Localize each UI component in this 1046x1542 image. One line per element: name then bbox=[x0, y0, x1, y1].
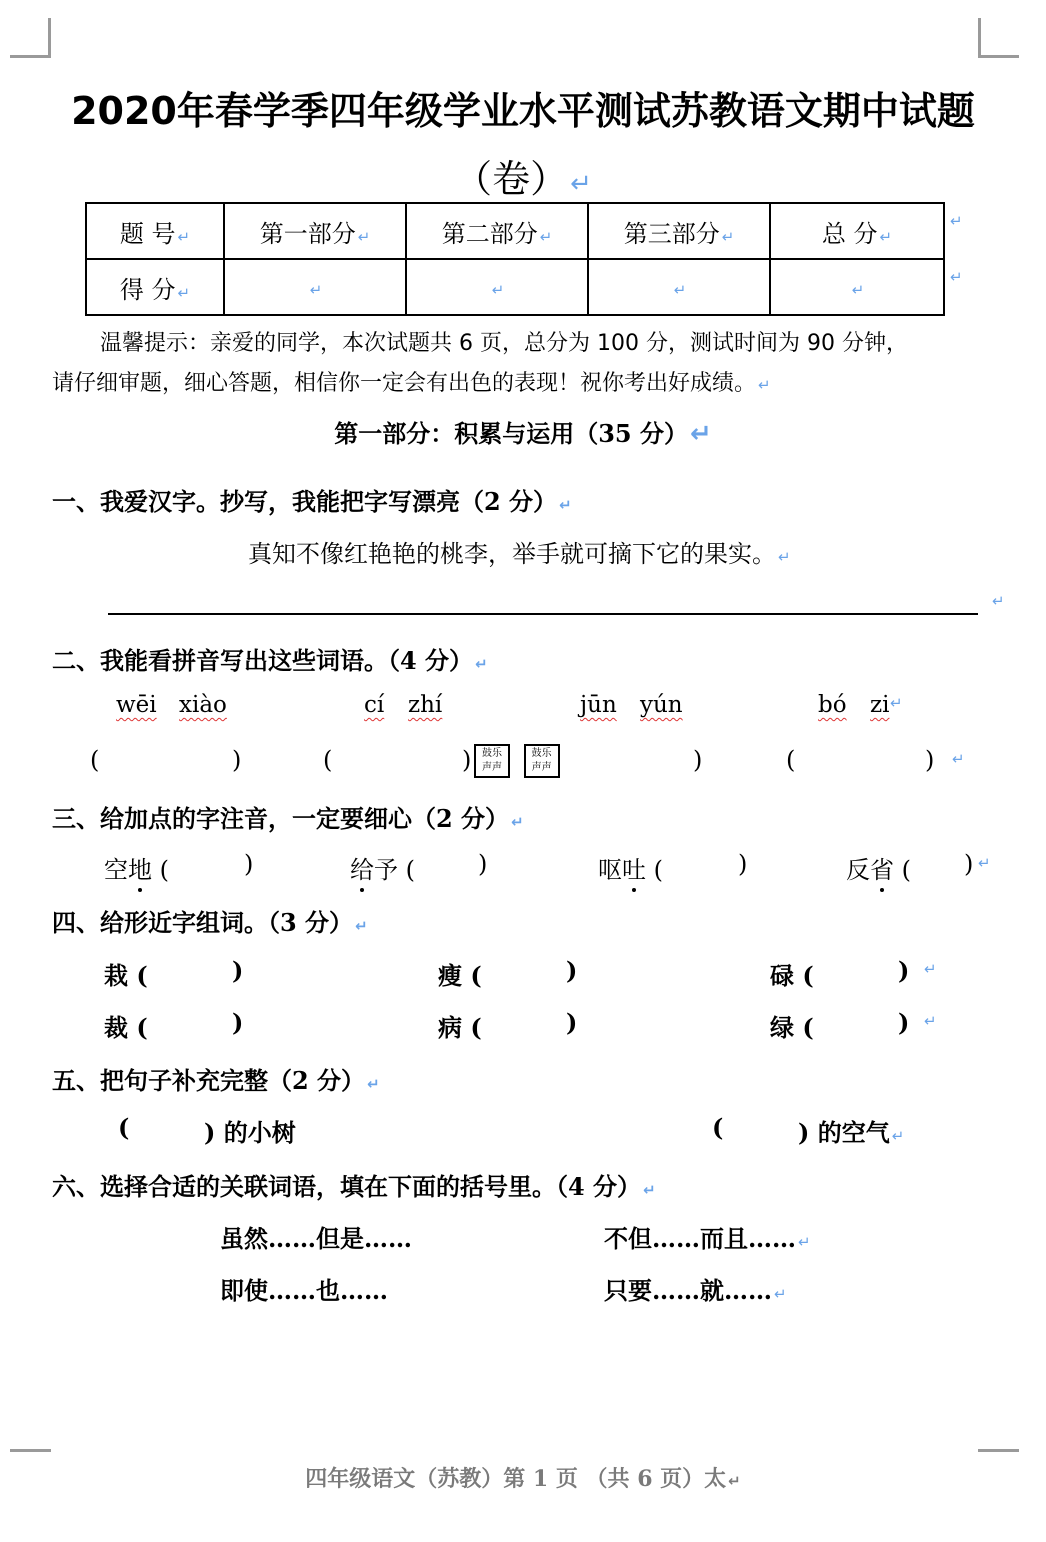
return-mark-icon: ↵ bbox=[774, 1285, 787, 1303]
answer-bracket-open: ( bbox=[712, 1113, 724, 1142]
answer-bracket-close: ) bbox=[738, 850, 748, 878]
return-mark-icon: ↵ bbox=[475, 655, 488, 673]
answer-bracket-open: ( bbox=[118, 1113, 130, 1142]
return-mark-icon: ↵ bbox=[559, 496, 572, 514]
crop-mark-top-right-h bbox=[978, 55, 1019, 58]
answer-bracket-close: ) bbox=[232, 746, 242, 774]
answer-bracket-close: ) bbox=[693, 746, 703, 774]
pinyin-syllable: wēi bbox=[116, 692, 157, 718]
page-footer: 四年级语文（苏教）第 1 页 （共 6 页）太 ↵ bbox=[305, 1466, 741, 1492]
return-mark-icon: ↵ bbox=[992, 592, 1005, 610]
return-mark-icon: ↵ bbox=[367, 1075, 380, 1093]
phonetic-item: 反省 ( bbox=[846, 856, 911, 884]
sentence-completion-item: ) 的空气 ↵ bbox=[798, 1118, 905, 1147]
return-mark-icon: ↵ bbox=[890, 694, 903, 712]
score-header-cell: 题 号 ↵ bbox=[86, 203, 224, 259]
answer-bracket-open: ( bbox=[323, 746, 333, 774]
pinyin-syllable: jūn bbox=[580, 692, 617, 718]
crop-mark-bottom-left-h bbox=[10, 1449, 51, 1452]
score-cell-part2[interactable]: ↵ bbox=[406, 259, 588, 315]
return-mark-icon: ↵ bbox=[570, 169, 592, 199]
question-2-title: 二、我能看拼音写出这些词语。（4 分） ↵ bbox=[52, 646, 488, 675]
return-mark-icon: ↵ bbox=[924, 960, 937, 978]
answer-bracket-close: ) bbox=[898, 956, 910, 985]
stamp-icon: 鼓乐 声声 bbox=[474, 744, 510, 778]
pinyin-syllable: bó bbox=[818, 692, 847, 718]
score-header-cell: 第三部分 ↵ bbox=[588, 203, 770, 259]
return-mark-icon: ↵ bbox=[643, 1181, 656, 1199]
score-table-header-row bbox=[86, 203, 944, 259]
score-table bbox=[85, 202, 945, 316]
exam-title-line1: 2020年春学季四年级学业水平测试苏教语文期中试题 bbox=[71, 89, 975, 133]
conjunction-item: 即使……也…… bbox=[220, 1276, 388, 1305]
exam-subtitle bbox=[0, 148, 1046, 203]
character-item: 裁 ( bbox=[104, 1013, 148, 1042]
phonetic-item: 给予 ( bbox=[350, 856, 415, 884]
return-mark-icon: ↵ bbox=[355, 917, 368, 935]
answer-bracket-close: ) bbox=[232, 1008, 244, 1037]
crop-mark-bottom-right-h bbox=[978, 1449, 1019, 1452]
character-item: 栽 ( bbox=[104, 961, 148, 990]
question-6-title: 六、选择合适的关联词语，填在下面的括号里。（4 分） ↵ bbox=[52, 1172, 656, 1201]
exam-title bbox=[0, 80, 1046, 135]
stamp-icon: 鼓乐 声声 bbox=[524, 744, 560, 778]
crop-mark-top-right-v bbox=[978, 18, 981, 58]
exam-title-line2: （卷） bbox=[454, 157, 569, 201]
return-mark-icon: ↵ bbox=[798, 1233, 811, 1251]
crop-mark-top-left-h bbox=[10, 55, 51, 58]
answer-bracket-open: ( bbox=[786, 746, 796, 774]
stamp-image bbox=[474, 744, 560, 778]
character-item: 瘦 ( bbox=[438, 961, 482, 990]
score-header-cell: 总 分 ↵ bbox=[770, 203, 944, 259]
return-mark-icon: ↵ bbox=[728, 1472, 741, 1490]
character-item: 碌 ( bbox=[770, 961, 814, 990]
crop-mark-top-left-v bbox=[48, 18, 51, 58]
phonetic-item: 空地 ( bbox=[104, 856, 169, 884]
return-mark-icon: ↵ bbox=[689, 419, 712, 449]
answer-bracket-close: ) bbox=[925, 746, 935, 774]
return-mark-icon: ↵ bbox=[978, 854, 991, 872]
tip-line1: 温馨提示：亲爱的同学，本次试题共 6 页，总分为 100 分，测试时间为 90 分钟， bbox=[100, 331, 908, 356]
copy-writing-line[interactable] bbox=[108, 613, 978, 615]
answer-bracket-close: ) bbox=[964, 850, 974, 878]
score-table-score-row bbox=[86, 259, 944, 315]
question-4-title: 四、给形近字组词。（3 分） ↵ bbox=[52, 908, 368, 937]
section-title: 第一部分：积累与运用（35 分）↵ bbox=[334, 419, 712, 449]
score-cell-part3[interactable]: ↵ bbox=[588, 259, 770, 315]
phonetic-item: 呕吐 ( bbox=[598, 856, 663, 884]
answer-bracket-close: ) bbox=[898, 1008, 910, 1037]
return-mark-icon: ↵ bbox=[891, 1127, 905, 1145]
conjunction-item: 不但……而且…… ↵ bbox=[604, 1224, 811, 1253]
pinyin-syllable: yún bbox=[640, 692, 683, 718]
score-header-cell: 第一部分 ↵ bbox=[224, 203, 406, 259]
question-3-title: 三、给加点的字注音，一定要细心（2 分） ↵ bbox=[52, 804, 524, 833]
score-row-label: 得 分 ↵ bbox=[86, 259, 224, 315]
return-mark-icon: ↵ bbox=[950, 268, 963, 286]
return-mark-icon: ↵ bbox=[924, 1012, 937, 1030]
pinyin-syllable: cí bbox=[364, 692, 385, 718]
answer-bracket-close: ) bbox=[566, 1008, 578, 1037]
answer-bracket-close: ) bbox=[566, 956, 578, 985]
answer-bracket-open: ( bbox=[90, 746, 100, 774]
question-5-title: 五、把句子补充完整（2 分） ↵ bbox=[52, 1066, 380, 1095]
return-mark-icon: ↵ bbox=[758, 376, 771, 394]
tip-line2: 请仔细审题，细心答题，相信你一定会有出色的表现！祝你考出好成绩。 ↵ bbox=[52, 371, 771, 396]
answer-bracket-close: ) bbox=[478, 850, 488, 878]
conjunction-item: 虽然……但是…… bbox=[220, 1224, 412, 1253]
sentence-completion-item: ) 的小树 bbox=[204, 1118, 296, 1147]
conjunction-item: 只要……就…… ↵ bbox=[604, 1276, 787, 1305]
return-mark-icon: ↵ bbox=[778, 548, 791, 566]
pinyin-syllable: zi bbox=[870, 692, 890, 718]
return-mark-icon: ↵ bbox=[511, 813, 524, 831]
return-mark-icon: ↵ bbox=[952, 750, 965, 768]
character-item: 病 ( bbox=[438, 1013, 482, 1042]
score-header-cell: 第二部分 ↵ bbox=[406, 203, 588, 259]
answer-bracket-close: ) bbox=[232, 956, 244, 985]
question-1-title: 一、我爱汉字。抄写，我能把字写漂亮（2 分） ↵ bbox=[52, 487, 572, 516]
score-cell-total[interactable]: ↵ bbox=[770, 259, 944, 315]
character-item: 绿 ( bbox=[770, 1013, 814, 1042]
score-cell-part1[interactable]: ↵ bbox=[224, 259, 406, 315]
answer-bracket-close: ) bbox=[244, 850, 254, 878]
pinyin-syllable: xiào bbox=[179, 692, 227, 718]
answer-bracket-close: ) bbox=[462, 746, 472, 774]
return-mark-icon: ↵ bbox=[950, 212, 963, 230]
pinyin-syllable: zhí bbox=[408, 692, 443, 718]
question-1-sentence: 真知不像红艳艳的桃李，举手就可摘下它的果实。 ↵ bbox=[248, 540, 791, 568]
